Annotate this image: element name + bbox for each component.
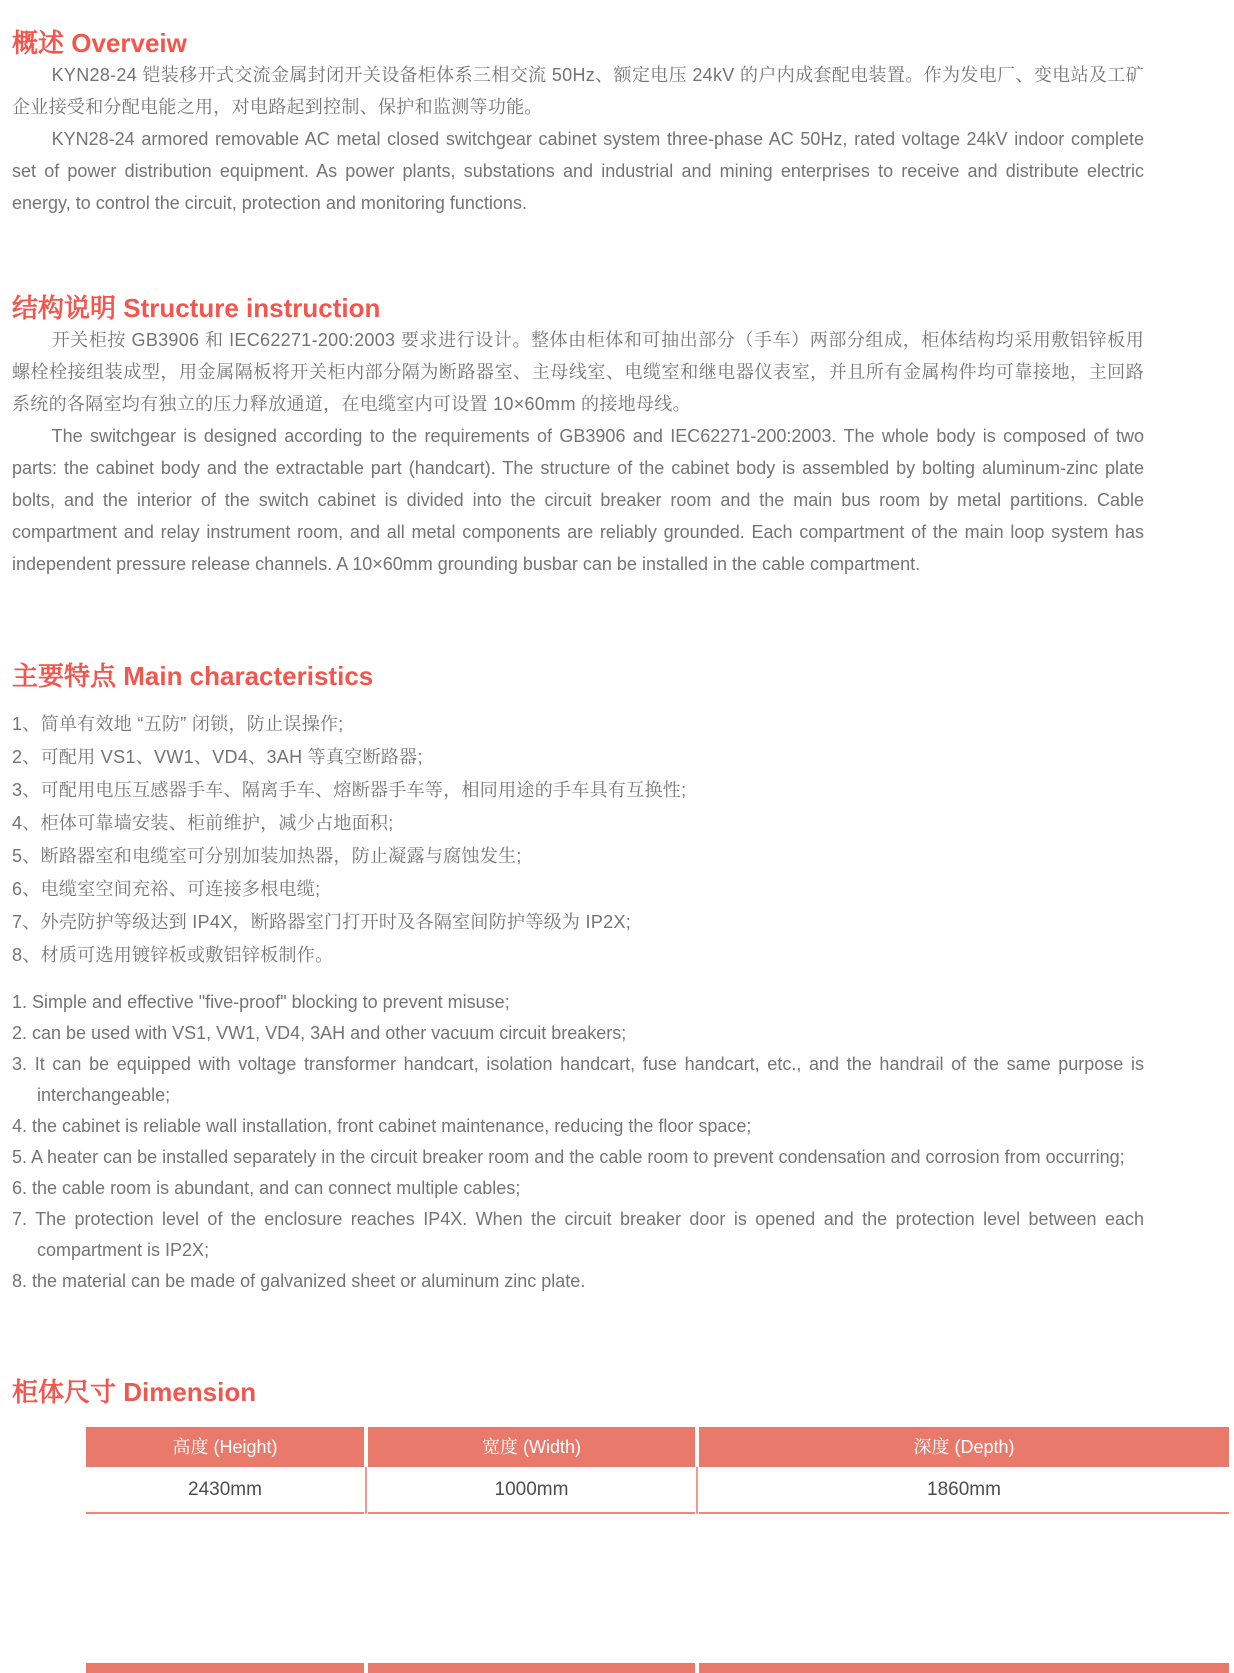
- dimension-column-width: [368, 1427, 695, 1514]
- characteristic-item-cn: 3、可配用电压互感器手车、隔离手车、熔断器手车等，相同用途的手车具有互换性;: [12, 780, 687, 800]
- next-table-header-cell: [86, 1663, 364, 1673]
- table-header-width: 宽度 (Width): [368, 1427, 695, 1467]
- characteristic-item-cn: 6、电缆室空间充裕、可连接多根电缆;: [12, 879, 321, 899]
- next-table-header-cell: [368, 1663, 695, 1673]
- characteristic-item-cn: 1、简单有效地 “五防” 闭锁，防止误操作;: [12, 714, 344, 734]
- dimension-heading: 柜体尺寸 Dimension: [12, 1377, 257, 1407]
- table-value-width: 1000mm: [368, 1467, 695, 1514]
- dimension-column-height: [86, 1427, 364, 1514]
- structure-paragraph-en: The switchgear is designed according to the requirements of GB3906 and IEC62271-200:2003. The whole body is composed of two parts: the cabinet body and the extractable part (handcart). The structure of the cabinet body is assembled by bolting aluminum-zinc plate bolts, and the interior of the switch cabinet is divided into the circuit breaker room and the main bus room by metal partitions. Cable compartment and relay instrument room, and all metal components are reliably grounded. Each compartment of the main loop system has independent pressure release channels. A 10×60mm grounding busbar can be installed in the cable compartment.: [12, 426, 1144, 574]
- characteristic-item-en: 2. can be used with VS1, VW1, VD4, 3AH and other vacuum circuit breakers;: [12, 1023, 627, 1043]
- structure-paragraph-cn: 开关柜按 GB3906 和 IEC62271-200:2003 要求进行设计。整体由柜体和可抽出部分（手车）两部分组成，柜体结构均采用敷铝锌板用螺栓栓接组装成型，用金属隔板将开关柜内部分隔为断路器室、主母线室、电缆室和继电器仪表室，并且所有金属构件均可靠接地，主回路系统的各隔室均有独立的压力释放通道，在电缆室内可设置 10×60mm 的接地母线。: [12, 330, 1144, 414]
- dimension-table: [86, 1427, 1229, 1514]
- characteristic-item-cn: 8、材质可选用镀锌板或敷铝锌板制作。: [12, 945, 334, 965]
- next-table-header-partial: [86, 1663, 1229, 1673]
- structure-heading: 结构说明 Structure instruction: [12, 293, 381, 323]
- table-value-depth: 1860mm: [699, 1467, 1229, 1514]
- characteristic-item-en: 4. the cabinet is reliable wall installation, front cabinet maintenance, reducing the floor space;: [12, 1116, 752, 1136]
- section-dimension: [12, 1377, 1144, 1514]
- section-overview: [12, 28, 1144, 219]
- characteristic-item-en: 1. Simple and effective "five-proof" blocking to prevent misuse;: [12, 992, 510, 1012]
- overview-paragraph-en: KYN28-24 armored removable AC metal closed switchgear cabinet system three-phase AC 50Hz, rated voltage 24kV indoor complete set of power distribution equipment. As power plants, substations and industrial and mining enterprises to receive and distribute electric energy, to control the circuit, protection and monitoring functions.: [12, 129, 1144, 213]
- overview-heading: 概述 Overveiw: [12, 28, 187, 58]
- section-structure: [12, 293, 1144, 580]
- table-header-height: 高度 (Height): [86, 1427, 364, 1467]
- characteristic-item-cn: 5、断路器室和电缆室可分别加装加热器，防止凝露与腐蚀发生;: [12, 846, 522, 866]
- table-value-height: 2430mm: [86, 1467, 364, 1514]
- section-characteristics: [12, 661, 1144, 1297]
- characteristics-heading: 主要特点 Main characteristics: [12, 661, 374, 691]
- characteristics-list-cn: [12, 708, 1144, 971]
- characteristic-item-en: 6. the cable room is abundant, and can connect multiple cables;: [12, 1178, 521, 1198]
- next-table-header-cell: [699, 1663, 1229, 1673]
- characteristic-item-en: 3. It can be equipped with voltage transformer handcart, isolation handcart, fuse handcart, etc., and the handrail of the same purpose is interchangeable;: [12, 1054, 1144, 1105]
- characteristic-item-cn: 2、可配用 VS1、VW1、VD4、3AH 等真空断路器;: [12, 747, 423, 767]
- characteristic-item-en: 5. A heater can be installed separately in the circuit breaker room and the cable room to prevent condensation and corrosion from occurring;: [12, 1147, 1125, 1167]
- characteristic-item-en: 7. The protection level of the enclosure reaches IP4X. When the circuit breaker door is opened and the protection level between each compartment is IP2X;: [12, 1209, 1144, 1260]
- dimension-column-depth: [699, 1427, 1229, 1514]
- characteristics-list-en: [12, 987, 1144, 1297]
- characteristic-item-cn: 7、外壳防护等级达到 IP4X，断路器室门打开时及各隔室间防护等级为 IP2X;: [12, 912, 632, 932]
- characteristic-item-en: 8. the material can be made of galvanized sheet or aluminum zinc plate.: [12, 1271, 586, 1291]
- table-header-depth: 深度 (Depth): [699, 1427, 1229, 1467]
- characteristic-item-cn: 4、柜体可靠墙安装、柜前维护，减少占地面积;: [12, 813, 394, 833]
- overview-paragraph-cn: KYN28-24 铠装移开式交流金属封闭开关设备柜体系三相交流 50Hz、额定电压 24kV 的户内成套配电装置。作为发电厂、变电站及工矿企业接受和分配电能之用，对电路起到控制、保护和监测等功能。: [12, 65, 1144, 117]
